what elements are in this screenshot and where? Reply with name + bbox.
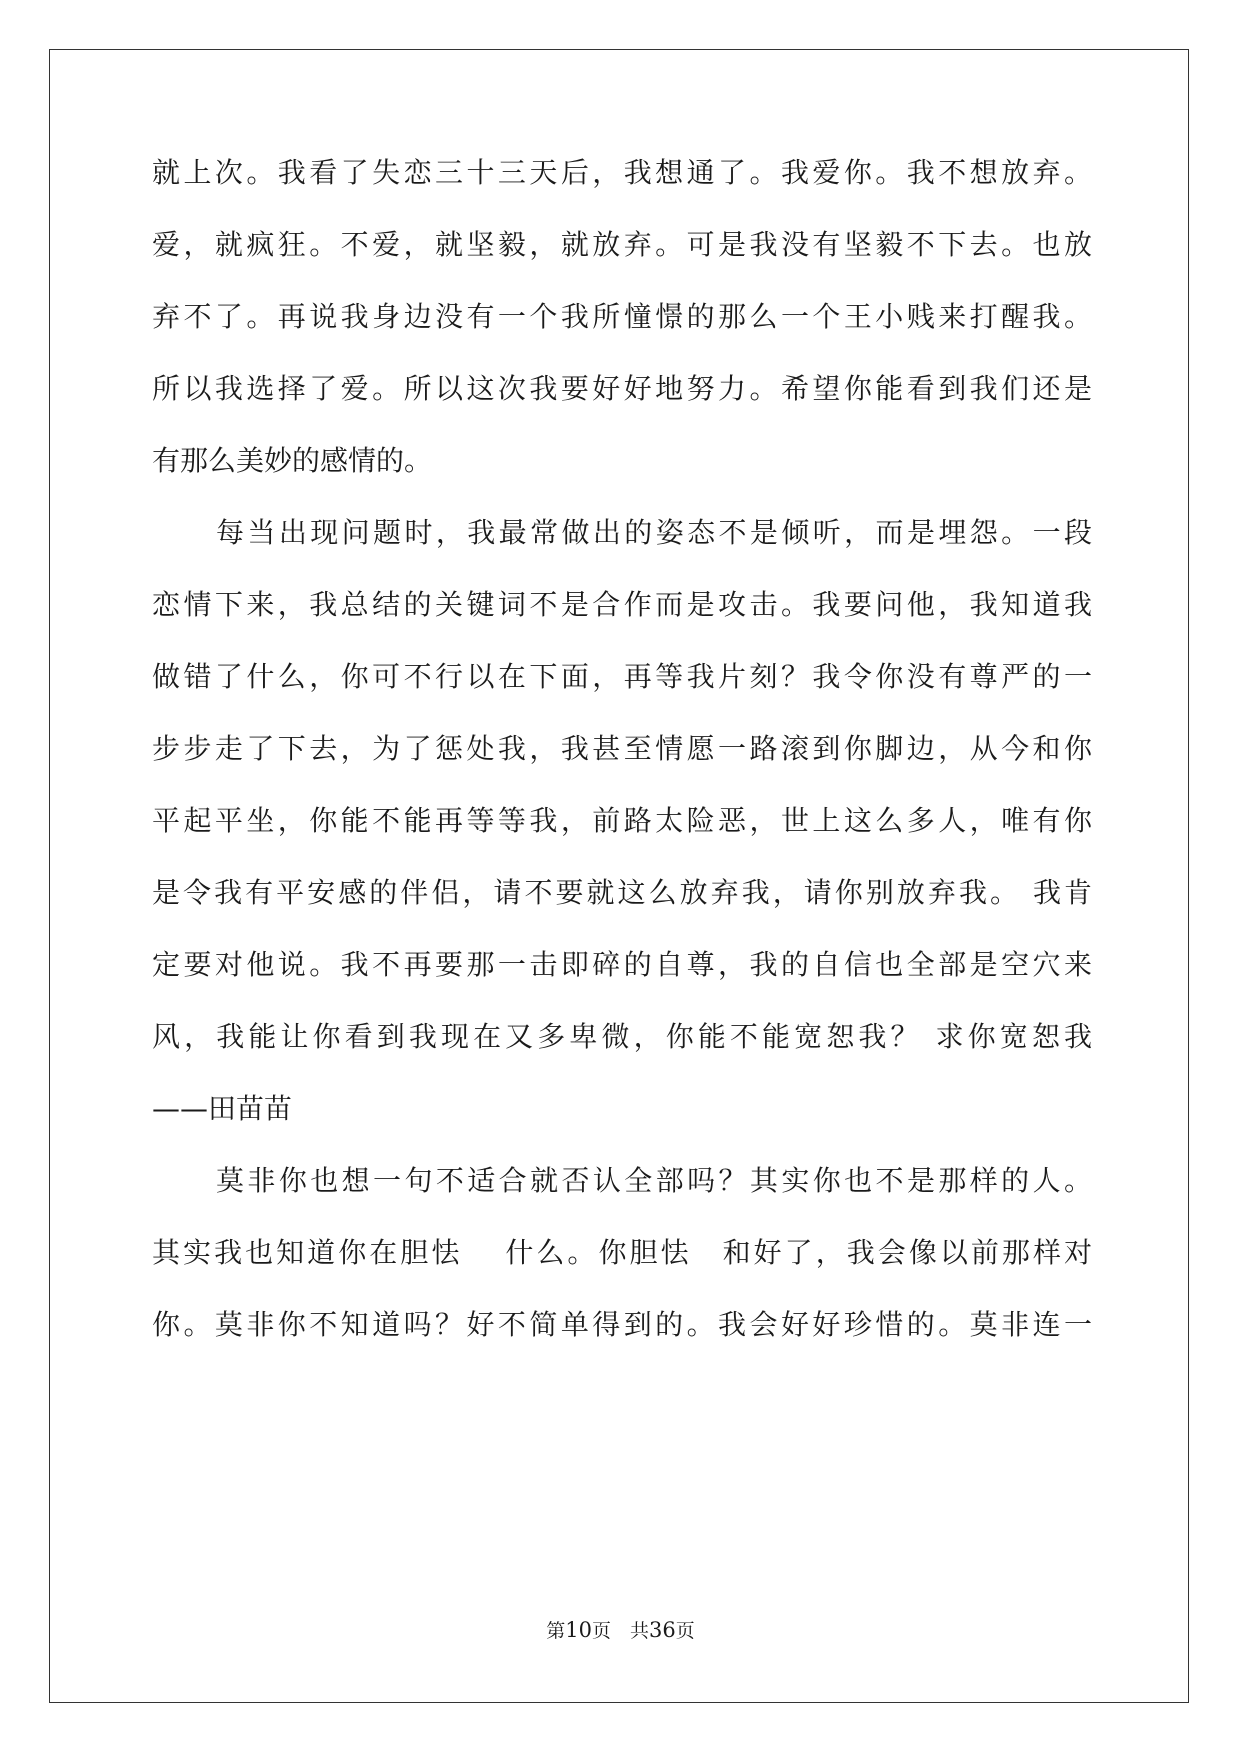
text-line: 弃不了。再说我身边没有一个我所憧憬的那么一个王小贱来打醒我。 xyxy=(152,300,1092,333)
text-line: 莫非你也想一句不适合就否认全部吗？其实你也不是那样的人。 xyxy=(216,1164,1092,1197)
text-line: 定要对他说。我不再要那一击即碎的自尊，我的自信也全部是空穴来 xyxy=(152,948,1092,981)
page-number-footer xyxy=(0,1618,1241,1643)
text-line: 恋情下来，我总结的关键词不是合作而是攻击。我要问他，我知道我 xyxy=(152,588,1092,621)
text-line: 爱，就疯狂。不爱，就坚毅，就放弃。可是我没有坚毅不下去。也放 xyxy=(152,228,1092,261)
text-line: 做错了什么，你可不行以在下面，再等我片刻？我令你没有尊严的一 xyxy=(152,660,1092,693)
current-page-number: 10 xyxy=(565,1618,592,1642)
text-line: 是令我有平安感的伴侣，请不要就这么放弃我，请你别放弃我。 我肯 xyxy=(152,876,1092,909)
footer-prefix: 第 xyxy=(546,1620,566,1642)
text-line: ——田苗苗 xyxy=(152,1092,293,1125)
text-line: 所以我选择了爱。所以这次我要好好地努力。希望你能看到我们还是 xyxy=(152,372,1092,405)
text-line: 风，我能让你看到我现在又多卑微，你能不能宽恕我？ 求你宽恕我 xyxy=(152,1020,1092,1053)
text-line: 每当出现问题时，我最常做出的姿态不是倾听，而是埋怨。一段 xyxy=(216,516,1092,549)
text-line: 其实我也知道你在胆怯 什么。你胆怯 和好了，我会像以前那样对 xyxy=(152,1236,1092,1269)
total-page-number: 36 xyxy=(649,1618,676,1642)
footer-suffix: 页 xyxy=(675,1620,695,1642)
text-line: 平起平坐，你能不能再等等我，前路太险恶，世上这么多人，唯有你 xyxy=(152,804,1092,837)
footer-middle: 页 共 xyxy=(591,1620,649,1642)
text-line: 有那么美妙的感情的。 xyxy=(152,444,433,477)
text-line: 就上次。我看了失恋三十三天后，我想通了。我爱你。我不想放弃。 xyxy=(152,156,1092,189)
text-line: 你。莫非你不知道吗？好不简单得到的。我会好好珍惜的。莫非连一 xyxy=(152,1308,1092,1341)
text-line: 步步走了下去，为了惩处我，我甚至情愿一路滚到你脚边，从今和你 xyxy=(152,732,1092,765)
